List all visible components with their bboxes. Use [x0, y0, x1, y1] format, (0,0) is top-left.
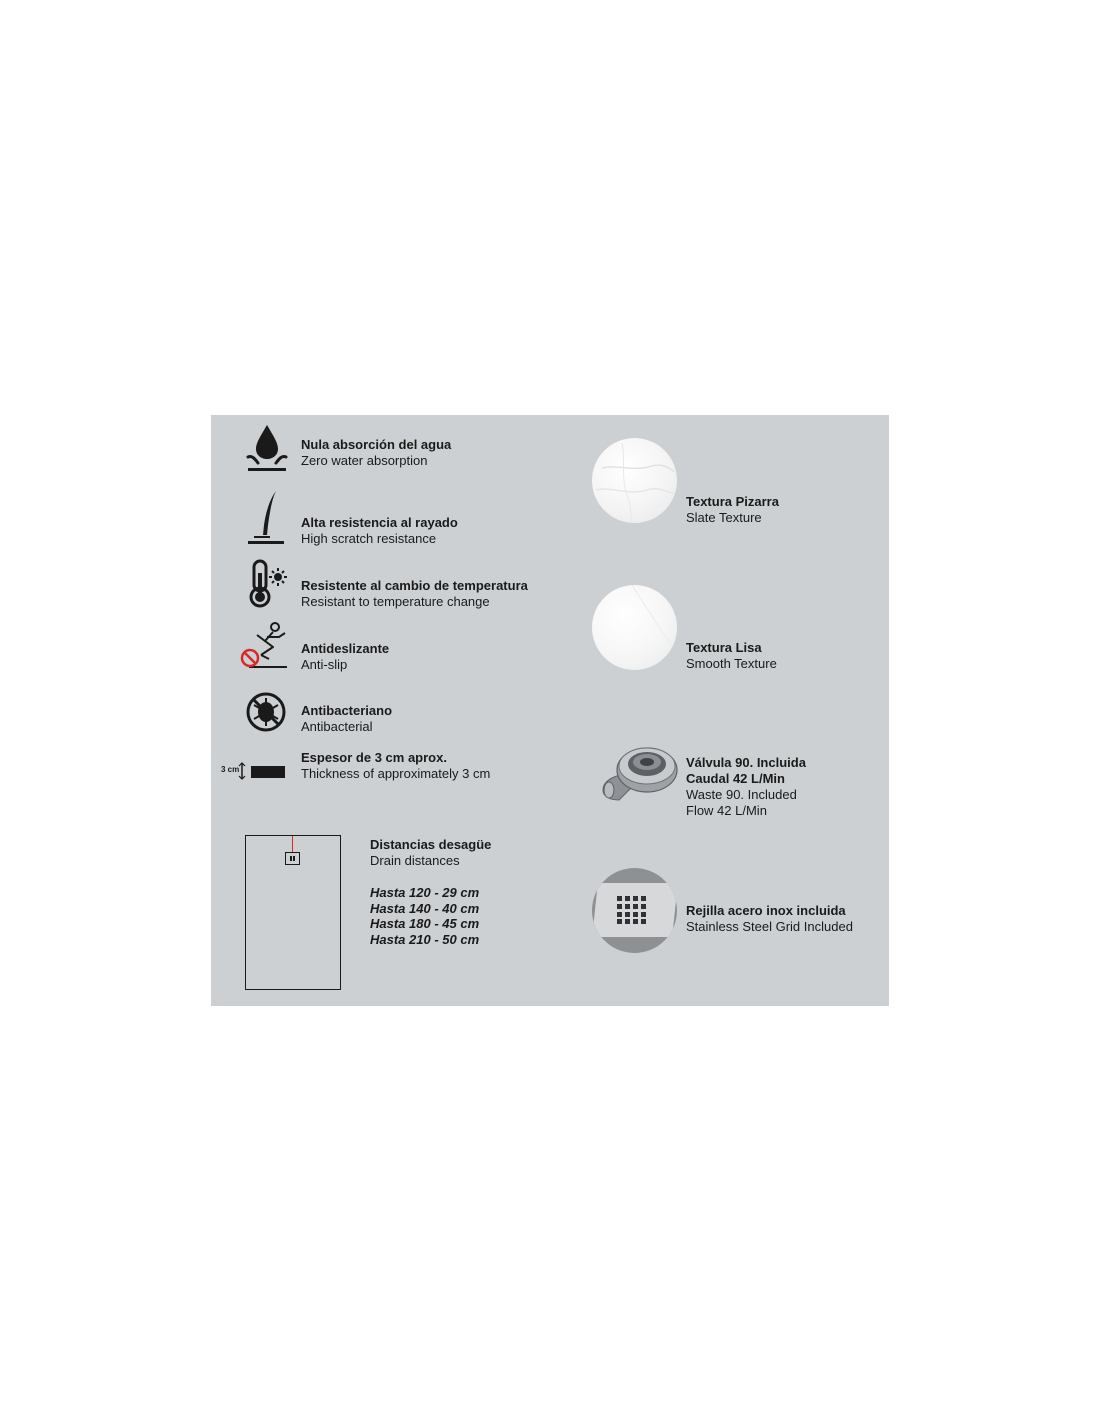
feature-antislip: [301, 641, 389, 673]
product-title: Textura Lisa: [686, 640, 762, 655]
feature-subtitle: Antibacterial: [301, 719, 373, 734]
features-panel: [211, 415, 889, 1006]
feature-title: Nula absorción del agua: [301, 437, 452, 452]
product-title: Rejilla acero inox incluida: [686, 903, 846, 918]
scratch-knife-icon: [246, 489, 288, 547]
product-subtitle: Waste 90. Included: [686, 787, 797, 802]
feature-title: Resistente al cambio de temperatura: [301, 578, 528, 593]
drain-distance-item: Hasta 140 - 40 cm: [370, 900, 480, 916]
product-subtitle: Slate Texture: [686, 510, 762, 525]
feature-subtitle: Zero water absorption: [301, 453, 428, 468]
feature-title: Antideslizante: [301, 641, 390, 656]
drain-valve-image: [599, 740, 681, 804]
grid-holes-icon: [616, 895, 650, 925]
smooth-texture-swatch: [592, 585, 677, 670]
feature-title: Alta resistencia al rayado: [301, 515, 458, 530]
product-slate: [686, 494, 779, 526]
product-subtitle: Flow 42 L/Min: [686, 803, 767, 818]
product-subtitle: Stainless Steel Grid Included: [686, 919, 853, 934]
thickness-arrow-icon: [238, 762, 246, 780]
feature-subtitle: High scratch resistance: [301, 531, 437, 546]
drain-icon: [285, 852, 300, 865]
steel-grid-image: [592, 868, 677, 953]
feature-temperature: [301, 578, 528, 610]
feature-subtitle: Resistant to temperature change: [301, 594, 490, 609]
drain-distances: [370, 837, 491, 947]
anti-slip-icon: [239, 621, 289, 671]
feature-antibacterial: [301, 703, 392, 735]
drain-distance-line: [292, 836, 293, 852]
feature-title: Antibacteriano: [301, 703, 393, 718]
product-title: Textura Pizarra: [686, 494, 779, 509]
feature-thickness: [301, 750, 490, 782]
antibacterial-icon: [245, 691, 287, 733]
feature-subtitle: Anti-slip: [301, 657, 348, 672]
product-grid: [686, 903, 853, 935]
feature-title: Espesor de 3 cm aprox.: [301, 750, 447, 765]
drain-title: Distancias desagüe: [370, 837, 492, 852]
drain-distance-item: Hasta 180 - 45 cm: [370, 916, 480, 931]
water-drop-icon: [246, 423, 288, 473]
product-title: Caudal 42 L/Min: [686, 771, 785, 786]
drain-subtitle: Drain distances: [370, 853, 460, 868]
thickness-icon: [251, 766, 285, 778]
feature-water: [301, 437, 451, 469]
product-subtitle: Smooth Texture: [686, 656, 777, 671]
shower-tray-diagram: [245, 835, 341, 990]
drain-distance-item: Hasta 120 - 29 cm: [370, 885, 480, 900]
slate-texture-swatch: [592, 438, 677, 523]
feature-subtitle: Thickness of approximately 3 cm: [301, 766, 491, 781]
drain-distance-item: Hasta 210 - 50 cm: [370, 931, 480, 947]
thermometer-icon: [246, 559, 288, 609]
product-smooth: [686, 640, 777, 672]
thickness-label: 3 cm: [221, 765, 240, 774]
product-title: Válvula 90. Incluida: [686, 755, 806, 770]
product-valve: [686, 755, 806, 819]
feature-scratch: [301, 515, 458, 547]
